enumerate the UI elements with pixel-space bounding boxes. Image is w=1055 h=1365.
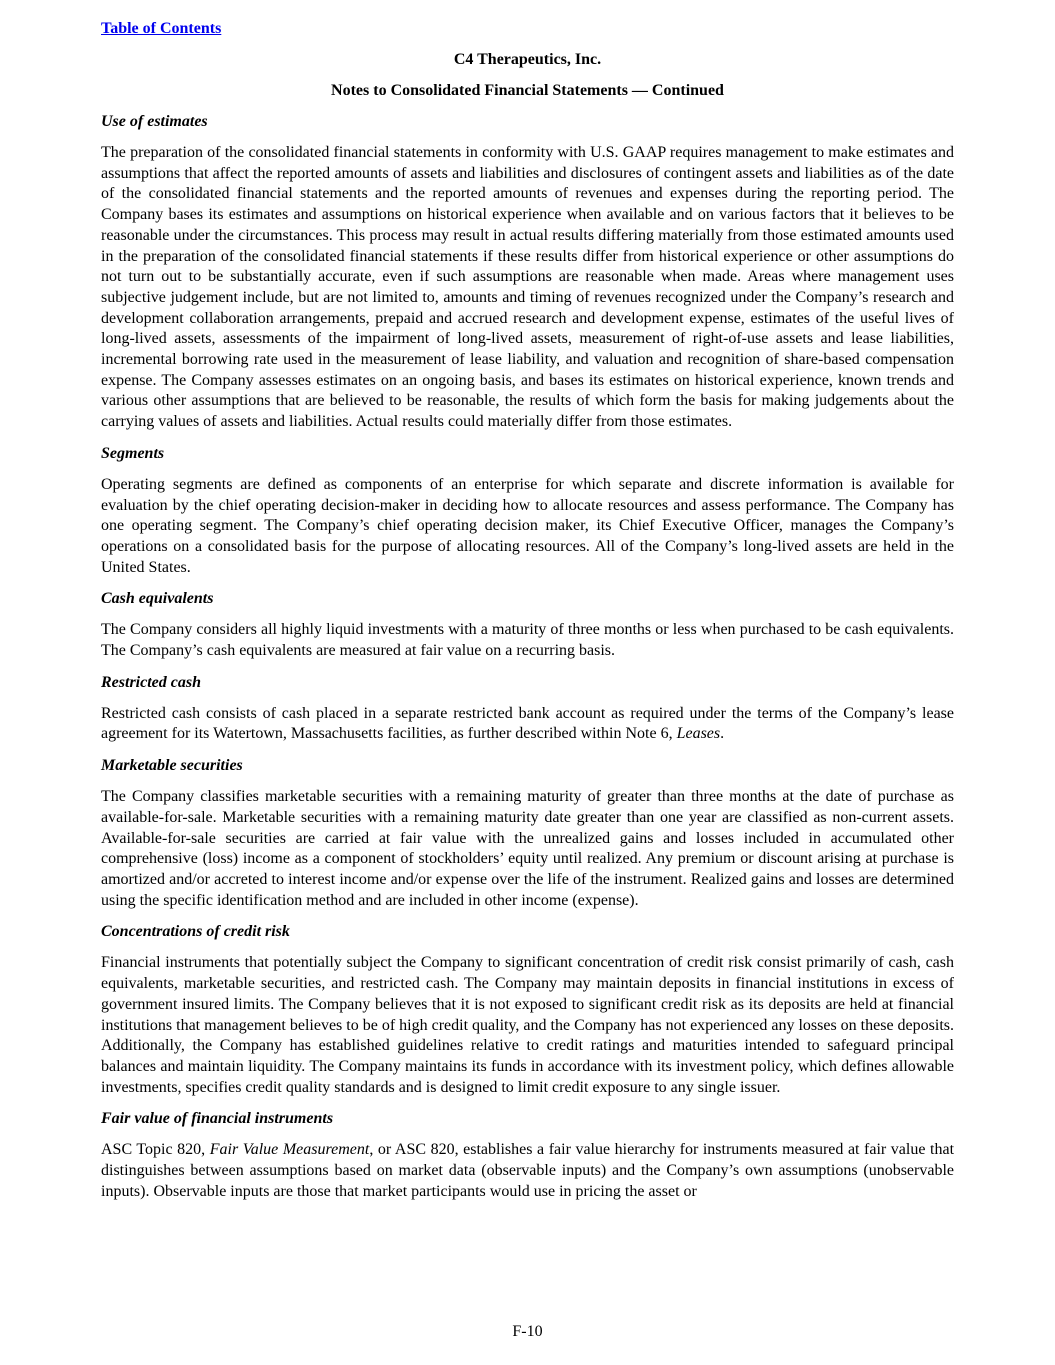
section-fair-value bbox=[101, 1109, 954, 1202]
section-segments bbox=[101, 444, 954, 579]
section-paragraph bbox=[101, 704, 954, 745]
section-use-of-estimates bbox=[101, 112, 954, 433]
section-paragraph bbox=[101, 1140, 954, 1202]
section-paragraph: The Company considers all highly liquid investments with a maturity of three months or less when purchased to be cash equivalents. The Company’s cash equivalents are measured at fair value on a recurring basis. bbox=[101, 621, 954, 660]
section-heading: Use of estimates bbox=[101, 113, 208, 130]
section-heading: Cash equivalents bbox=[101, 590, 214, 608]
section-heading: Restricted cash bbox=[101, 673, 201, 691]
paragraph-text: . bbox=[720, 725, 725, 743]
section-heading: Fair value of financial instruments bbox=[101, 1110, 334, 1128]
paragraph-text: ASC Topic 820, bbox=[101, 1141, 210, 1159]
company-name: C4 Therapeutics, Inc. bbox=[453, 51, 602, 68]
section-heading: Marketable securities bbox=[101, 757, 243, 775]
section-cash-equivalents bbox=[101, 589, 954, 661]
section-heading: Concentrations of credit risk bbox=[101, 923, 290, 941]
italic-reference: Leases bbox=[676, 725, 721, 743]
section-paragraph: The preparation of the consolidated financial statements in conformity with U.S. GAAP requires management to make estimates and assumptions that affect the reported amounts of assets and liabilities and disclosures of contingent assets and liabilities as of the date of the consolidated financial statements and the reported amounts of revenues and expenses during the reporting period. The Company bases its estimates and assumptions on historical experience when available and on various factors that it believes to be reasonable under the circumstances. This process may result in actual results differing materially from those estimated amounts used in the preparation of the consolidated financial statements if these results differ from historical experience or other assumptions do not turn out to be substantially accurate, even if such assumptions are reasonable when made. Areas where management uses subjective judgement include, but are not limited to, amounts and timing of revenues recognized under the Company’s research and development collaboration arrangements, prepaid and accrued research and development expense, estimates of the useful lives of long-lived assets, assessments of the impairment of long-lived assets, measurement of right-of-use assets and lease liabilities, incremental borrowing rate used in the measurement of lease liability, and valuation and recognition of share-based compensation expense. The Company assesses estimates on an ongoing basis, and bases its estimates on historical experience, known trends and various other assumptions that are believed to be reasonable, the results of which form the basis for making judgements about the carrying values of assets and liabilities. Actual results could materially differ from those estimates. bbox=[101, 144, 954, 431]
section-paragraph: Operating segments are defined as components of an enterprise for which separate and discrete information is available for evaluation by the chief operating decision-maker in deciding how to allocate resources and assess performance. The Company has one operating segment. The Company’s chief operating decision maker, its Chief Executive Officer, manages the Company’s operations on a consolidated basis for the purpose of allocating resources. All of the Company’s long-lived assets are held in the United States. bbox=[101, 475, 954, 576]
section-restricted-cash bbox=[101, 673, 954, 745]
section-concentrations-of-credit-risk bbox=[101, 922, 954, 1098]
section-heading: Segments bbox=[101, 444, 165, 462]
section-marketable-securities bbox=[101, 756, 954, 911]
table-of-contents-link[interactable]: Table of Contents bbox=[101, 20, 222, 37]
document-page bbox=[101, 18, 954, 1202]
section-paragraph: Financial instruments that potentially subject the Company to significant concentration of credit risk consist primarily of cash, cash equivalents, marketable securities, and restricted cash. The Company may maintain deposits in financial institutions in excess of government insured limits. The Company believes that it is not exposed to significant credit risk as its deposits are held at financial institutions that management believes to be of high credit quality, and the Company has not experienced any losses on these deposits. Additionally, the Company has established guidelines relative to credit ratings and maturities intended to safeguard principal balances and maintain liquidity. The Company maintains its funds in accordance with its investment policy, which defines allowable investments, specifies credit quality standards and is designed to limit credit exposure to any single issuer. bbox=[101, 954, 954, 1096]
page-number: F-10 bbox=[512, 1323, 543, 1340]
document-subtitle: Notes to Consolidated Financial Statements — Continued bbox=[331, 82, 724, 99]
paragraph-text: Restricted cash consists of cash placed in a separate restricted bank account as required under the terms of the Company’s lease agreement for its Watertown, Massachusetts facilities, as further described within Note 6, bbox=[101, 704, 954, 743]
paragraph-text: , or ASC 820, establishes a fair value hierarchy for instruments measured at fair value that distinguishes between assumptions based on market data (observable inputs) and the Company’s own assumptions (unobservable inputs). Observable inputs are those that market participants would use in pricing the asset or bbox=[101, 1141, 955, 1200]
section-paragraph: The Company classifies marketable securities with a remaining maturity of greater than three months at the date of purchase as available-for-sale. Marketable securities with a remaining maturity date greater than one year are classified as non-current assets. Available-for-sale securities are carried at fair value with the unrealized gains and losses included in accumulated other comprehensive (loss) income as a component of stockholders’ equity until realized. Any premium or discount arising at purchase is amortized and/or accreted to interest income and/or expense over the life of the instrument. Realized gains and losses are determined using the specific identification method and are included in other income (expense). bbox=[101, 788, 954, 909]
italic-reference: Fair Value Measurement bbox=[209, 1141, 370, 1159]
